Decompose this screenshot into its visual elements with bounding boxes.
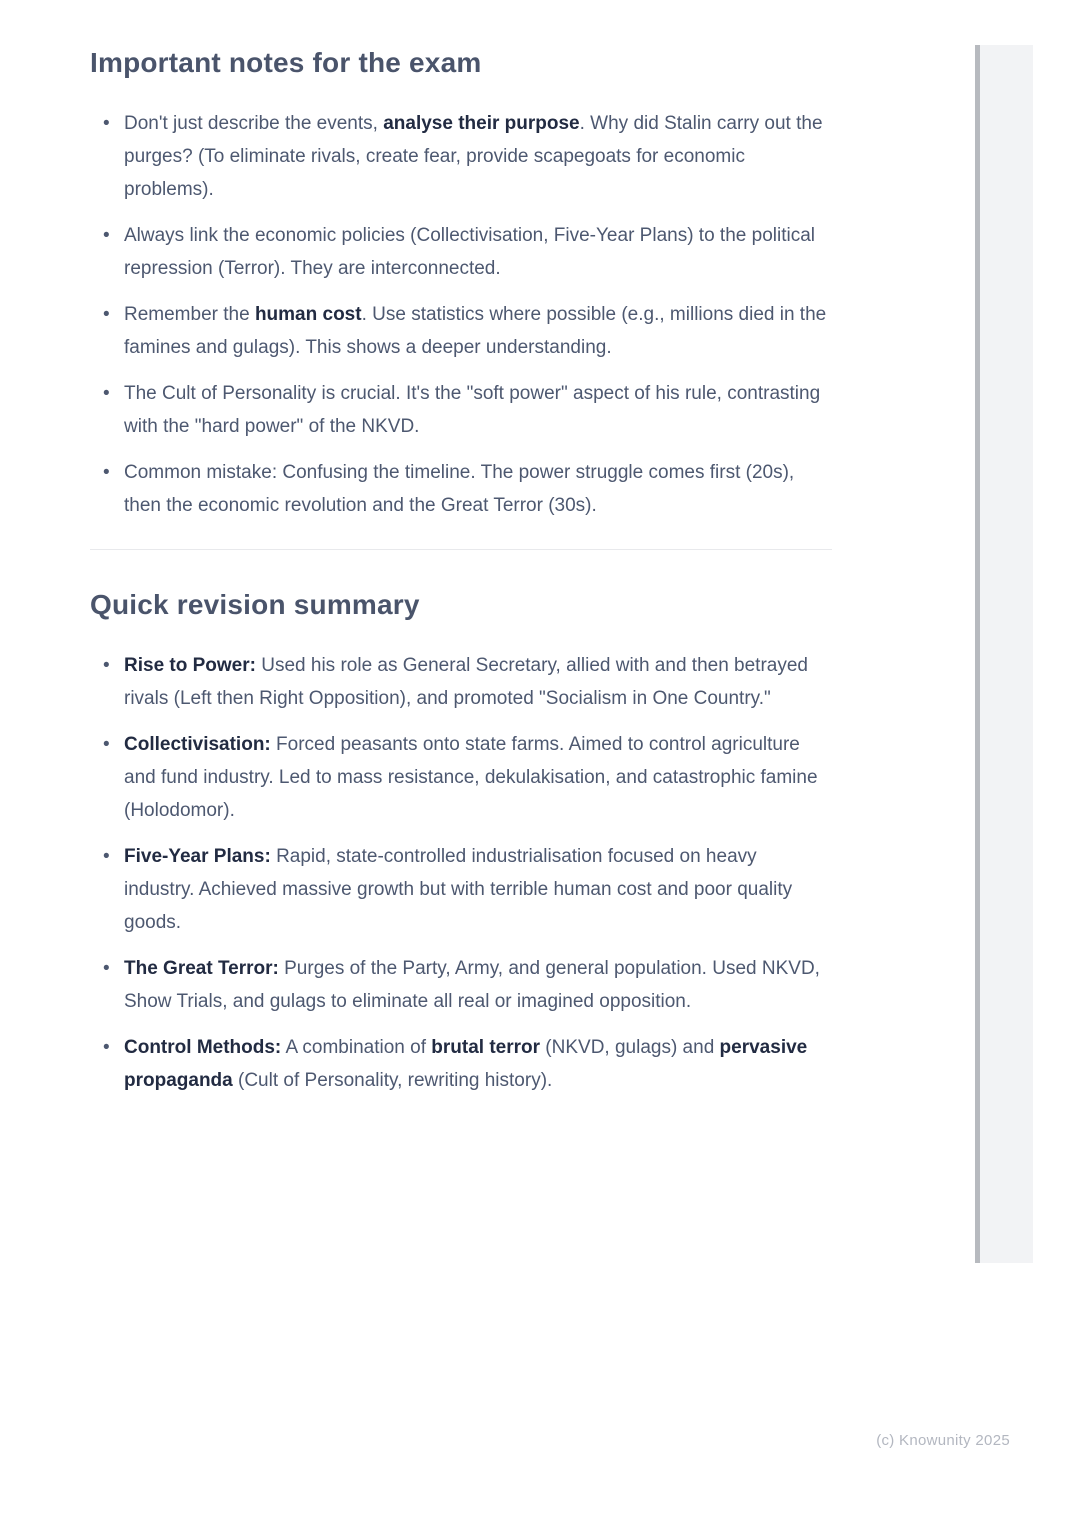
section-heading-revision-summary: Quick revision summary — [90, 589, 420, 620]
bold-text-segment: brutal terror — [431, 1037, 541, 1058]
bold-text-segment: The Great Terror: — [124, 958, 279, 979]
list-item — [124, 377, 832, 443]
bold-text-segment: analyse their purpose — [383, 113, 580, 134]
text-segment: The Cult of Personality is crucial. It's the "soft power" aspect of his rule, contrasting with the "hard power" of the NKVD. — [124, 383, 821, 437]
section-exam-notes — [90, 46, 832, 522]
section-divider — [90, 549, 832, 550]
bullet-list-revision-summary — [90, 649, 832, 1097]
list-item — [124, 1031, 832, 1097]
text-segment: Purges of the Party, Army, and general population. Used NKVD, Show Trials, and gulags to eliminate all real or imagined opposition. — [124, 958, 820, 1012]
bold-text-segment: Collectivisation: — [124, 734, 271, 755]
section-heading-exam-notes: Important notes for the exam — [90, 47, 482, 78]
text-segment: (NKVD, gulags) and — [540, 1037, 720, 1058]
list-item — [124, 728, 832, 827]
list-item — [124, 649, 832, 715]
bold-text-segment: Rise to Power: — [124, 655, 256, 676]
text-segment: (Cult of Personality, rewriting history). — [232, 1070, 553, 1091]
list-item — [124, 219, 832, 285]
list-item — [124, 456, 832, 522]
bold-text-segment: Control Methods: — [124, 1037, 282, 1058]
text-segment: . Use statistics where possible (e.g., millions died in the famines and gulags). This shows a deeper understanding. — [124, 304, 827, 358]
bold-text-segment: Five-Year Plans: — [124, 846, 271, 867]
list-item — [124, 107, 832, 206]
bold-text-segment: pervasive propaganda — [124, 1037, 808, 1091]
text-segment: Don't just describe the events, — [124, 113, 384, 134]
text-segment: Used his role as General Secretary, allied with and then betrayed rivals (Left then Right Opposition), and promoted "Socialism in One Country." — [124, 655, 808, 709]
text-segment: Remember the — [124, 304, 255, 325]
text-segment: Common mistake: Confusing the timeline. The power struggle comes first (20s), then the economic revolution and the Great Terror (30s). — [124, 462, 795, 516]
section-revision-summary — [90, 588, 832, 1097]
copyright-footer: (c) Knowunity 2025 — [876, 1432, 1010, 1449]
scrollbar-rail[interactable] — [975, 45, 1033, 1263]
text-segment: A combination of — [281, 1037, 432, 1058]
bold-text-segment: human cost — [254, 304, 362, 325]
text-segment: . Why did Stalin carry out the purges? (To eliminate rivals, create fear, provide scapegoats for economic problems). — [124, 113, 823, 200]
list-item — [124, 952, 832, 1018]
text-segment: Rapid, state-controlled industrialisation focused on heavy industry. Achieved massive growth but with terrible human cost and poor quality goods. — [124, 846, 793, 933]
content-column — [90, 46, 832, 1110]
list-item — [124, 298, 832, 364]
text-segment: Always link the economic policies (Collectivisation, Five-Year Plans) to the political repression (Terror). They are interconnected. — [124, 225, 815, 279]
list-item — [124, 840, 832, 939]
bullet-list-exam-notes — [90, 107, 832, 522]
text-segment: Forced peasants onto state farms. Aimed to control agriculture and fund industry. Led to mass resistance, dekulakisation, and catastrophic famine (Holodomor). — [124, 734, 818, 821]
